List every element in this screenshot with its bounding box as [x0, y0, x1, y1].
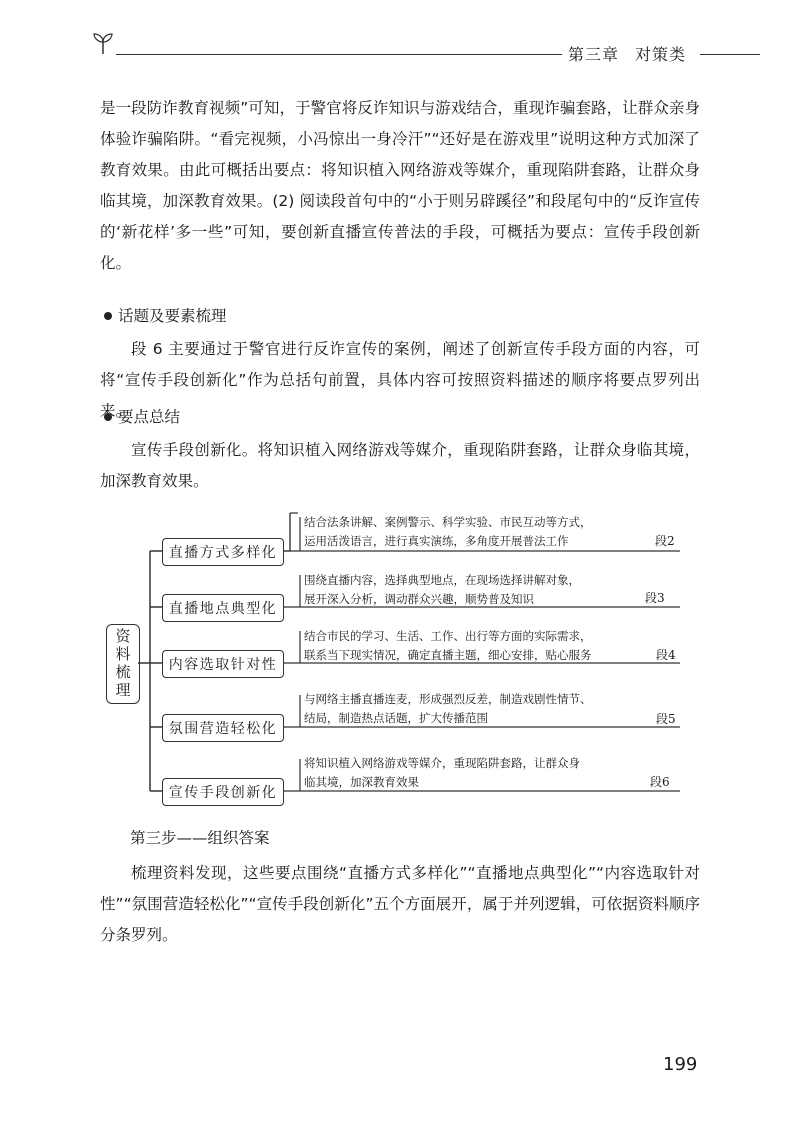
branch-live-location: 直播地点典型化	[162, 594, 284, 622]
branch-content-targeting-desc	[304, 627, 664, 665]
branch-promotion-innovation: 宣传手段创新化	[162, 778, 284, 806]
desc-line: 展开深入分析，调动群众兴趣，顺势普及知识	[304, 592, 534, 606]
desc-line: 结合市民的学习、生活、工作、出行等方面的实际需求，	[304, 629, 592, 643]
desc-line: 与网络主播直播连麦，形成强烈反差，制造戏剧性情节、	[304, 692, 592, 706]
chapter-label: 第三章	[568, 45, 620, 64]
branch-live-format-desc	[304, 513, 664, 551]
paragraph-4: 梳理资料发现，这些要点围绕“直播方式多样化”“直播地点典型化”“内容选取针对性”“氛围营造轻松化”“宣传手段创新化”五个方面展开，属于并列逻辑，可依据资料顺序分条罗列。	[100, 864, 700, 944]
header-rule-left	[116, 54, 562, 55]
root-node-materials: 资料梳理	[106, 624, 140, 704]
paragraph-3: 宣传手段创新化。将知识植入网络游戏等媒介，重现陷阱套路，让群众身临其境，加深教育效果。	[100, 441, 700, 490]
bullet-key-points: 要点总结	[104, 405, 180, 427]
branch-atmosphere-desc	[304, 690, 664, 728]
sprout-icon	[90, 30, 116, 56]
paragraph-ref: 段2	[655, 534, 675, 548]
branch-live-format: 直播方式多样化	[162, 538, 284, 566]
paragraph-ref: 段4	[656, 648, 676, 662]
desc-line: 结局，制造热点话题，扩大传播范围	[304, 711, 488, 725]
bullet-topic-elements: 话题及要素梳理	[104, 304, 227, 326]
material-mind-map	[100, 505, 700, 815]
branch-promotion-innovation-desc	[304, 754, 664, 792]
paragraph-1: 是一段防诈教育视频”可知，于警官将反诈知识与游戏结合，重现诈骗套路，让群众亲身体验诈骗陷阱。“看完视频，小冯惊出一身冷汗”“还好是在游戏里”说明这种方式加深了教育效果。由此可概括出要点：将知识植入网络游戏等媒介，重现陷阱套路，让群众身临其境，加深教育效果。(2) 阅读段首句中的“小于则另辟蹊径”和段尾句中的“反诈宣传的‘新花样’多一些”可知，要创新直播宣传普法的手段，可概括为要点：宣传手段创新化。	[100, 99, 700, 272]
desc-line: 将知识植入网络游戏等媒介，重现陷阱套路，让群众身	[304, 756, 580, 770]
branch-atmosphere: 氛围营造轻松化	[162, 714, 284, 742]
desc-line: 联系当下现实情况，确定直播主题，细心安排，贴心服务	[304, 648, 592, 662]
header-rule-right	[700, 54, 760, 55]
desc-line: 结合法条讲解、案例警示、科学实验、市民互动等方式，	[304, 515, 592, 529]
desc-line: 临其境，加深教育效果	[304, 775, 419, 789]
header-title	[568, 42, 702, 65]
paragraph-ref: 段6	[650, 775, 670, 789]
page-number: 199	[663, 1054, 698, 1075]
desc-line: 围绕直播内容，选择典型地点，在现场选择讲解对象，	[304, 573, 580, 587]
step-3-title: 第三步——组织答案	[130, 829, 270, 847]
section-label: 对策类	[635, 45, 687, 64]
branch-live-location-desc	[304, 571, 664, 609]
desc-line: 运用活泼语言，进行真实演练，多角度开展普法工作	[304, 534, 569, 548]
branch-content-targeting: 内容选取针对性	[162, 650, 284, 678]
paragraph-ref: 段3	[645, 591, 665, 605]
paragraph-2: 段 6 主要通过于警官进行反诈宣传的案例，阐述了创新宣传手段方面的内容，可将“宣传手段创新化”作为总括句前置，具体内容可按照资料描述的顺序将要点罗列出来。	[100, 340, 700, 420]
paragraph-ref: 段5	[656, 712, 676, 726]
